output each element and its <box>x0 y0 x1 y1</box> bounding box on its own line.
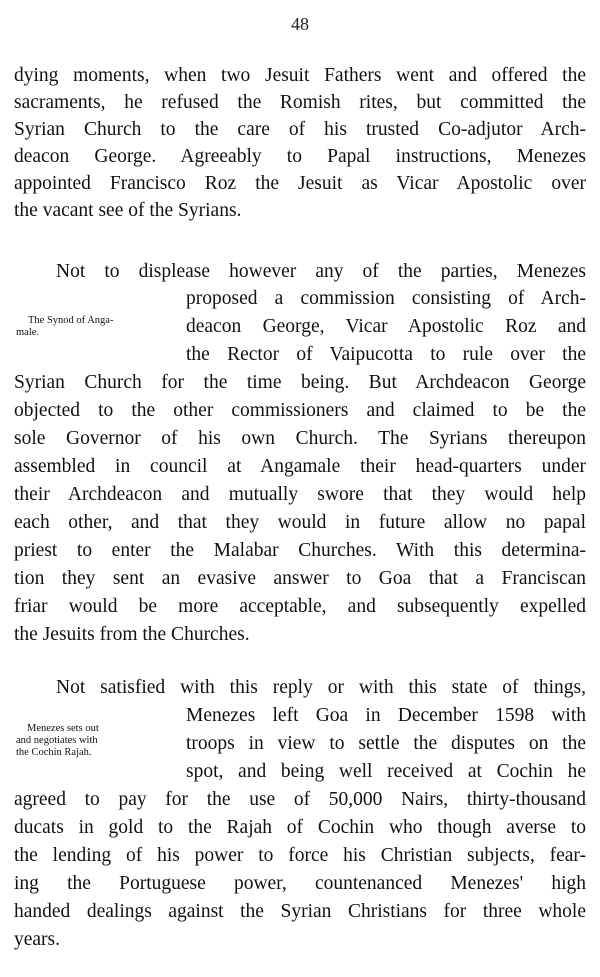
text-line: Not satisfied with this reply or with this state of things, <box>56 677 586 698</box>
side-note-line: and negotiates with <box>16 735 98 746</box>
text-line: years. <box>14 929 61 950</box>
text-line: each other, and that they would in future allow no papal <box>14 512 586 533</box>
text-line: sacraments, he refused the Romish rites, but committed the <box>14 92 586 113</box>
text-line: sole Governor of his own Church. The Syrians thereupon <box>14 428 586 449</box>
text-line: proposed a commission consisting of Arch- <box>186 288 586 309</box>
text-line: spot, and being well received at Cochin he <box>186 761 586 782</box>
text-line: objected to the other commissioners and claimed to be the <box>14 400 586 421</box>
text-line: Not to displease however any of the parties, Menezes <box>56 261 586 282</box>
text-line: Menezes left Goa in December 1598 with <box>186 705 586 726</box>
text-line: appointed Francisco Roz the Jesuit as Vicar Apostolic over <box>14 173 586 194</box>
text-line: handed dealings against the Syrian Christians for three whole <box>14 901 586 922</box>
page-number: 48 <box>291 14 309 34</box>
side-note-line: The Synod of Anga- <box>28 315 114 326</box>
side-note-line: Menezes sets out <box>27 723 99 734</box>
text-line: their Archdeacon and mutually swore that they would help <box>14 484 586 505</box>
text-line: friar would be more acceptable, and subsequently expelled <box>14 596 586 617</box>
text-line: ing the Portuguese power, countenanced Menezes' high <box>14 873 586 894</box>
text-line: tion they sent an evasive answer to Goa that a Franciscan <box>14 568 586 589</box>
text-line: dying moments, when two Jesuit Fathers went and offered the <box>14 65 586 86</box>
text-line: deacon George. Agreeably to Papal instructions, Menezes <box>14 146 586 167</box>
text-line: Syrian Church for the time being. But Archdeacon George <box>14 372 586 393</box>
text-line: ducats in gold to the Rajah of Cochin who though averse to <box>14 817 586 838</box>
text-line: assembled in council at Angamale their head-quarters under <box>14 456 586 477</box>
text-line: the Jesuits from the Churches. <box>14 624 250 645</box>
side-note-line: male. <box>16 327 40 338</box>
text-line: priest to enter the Malabar Churches. With this determina- <box>14 540 586 561</box>
text-line: Syrian Church to the care of his trusted Co-adjutor Arch- <box>14 119 586 140</box>
text-line: deacon George, Vicar Apostolic Roz and <box>186 316 586 337</box>
text-line: agreed to pay for the use of 50,000 Nairs, thirty-thousand <box>14 789 586 810</box>
text-line: troops in view to settle the disputes on the <box>186 733 586 754</box>
text-line: the vacant see of the Syrians. <box>14 200 242 221</box>
side-note-line: the Cochin Rajah. <box>16 747 92 758</box>
text-line: the Rector of Vaipucotta to rule over the <box>186 344 586 365</box>
text-line: the lending of his power to force his Christian subjects, fear- <box>14 845 586 866</box>
